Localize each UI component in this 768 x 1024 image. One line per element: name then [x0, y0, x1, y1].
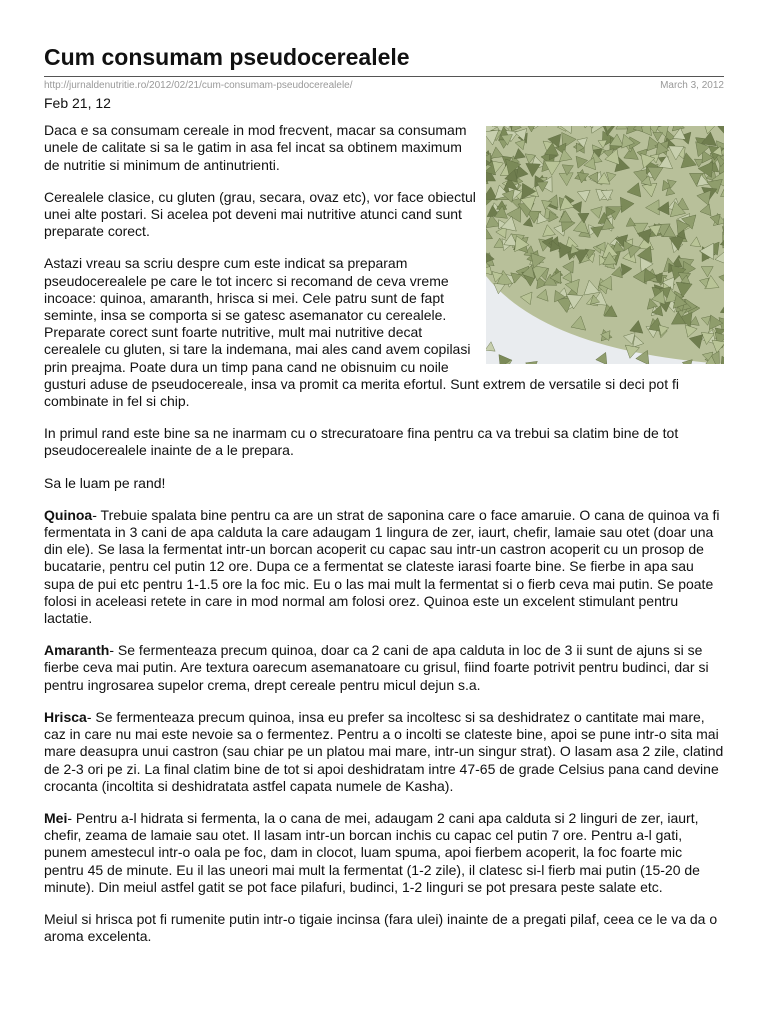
quinoa-text: - Trebuie spalata bine pentru ca are un strat de saponina care o face amaruie. O cana de quinoa va fi fermentata in 3 cani de apa calduta la care adaugam 1 lingura de zer, iaurt, chefir, lamaie sau otet (doar una din ele). Se lasa la fermentat intr-un borcan acoperit cu capac sau intr-un castron acoperit cu un prosop de bucatarie, pentru cel putin 12 ore. Dupa ce a fermentat se clateste iarasi foarte bine. Se fierbe in apa sau supa de pui etc pentru 1-1.5 ore la foc mic. Eu o las mai mult la fermentat si o fierb ceva mai putin. Se poate folosi in aceleasi retete in care in mod normal am folosi orez. Quinoa este un excelent stimulant pentru lactatie.: [44, 506, 720, 627]
hrisca-text: - Se fermenteaza precum quinoa, insa eu prefer sa incoltesc si sa deshidratez o cantitate mai mare, caz in care nu mai este nevoie sa o fermentez. Pentru a o incolti se clateste bine, apoi se pune intr-o sita mai mare deasupra unui castron (sau chiar pe un platou mai mare, intr-un singur strat). O lasam asa 2 zile, clatind de 2-3 ori pe zi. La final clatim bine de tot si apoi deshidratam intre 47-65 de grade Celsius pana cand devine crocanta (incoltita si deshidratata astfel capata numele de Kasha).: [44, 708, 724, 794]
mei-text: - Pentru a-l hidrata si fermenta, la o cana de mei, adaugam 2 cani apa calduta si 2 linguri de zer, iaurt, chefir, zeama de lamaie sau otet. Il lasam intr-un borcan inchis cu capac cel putin 7 ore. Pentru a-l gati, punem amestecul intr-o oala pe foc, dam in clocot, luam spuma, apoi fierbem acoperit, la foc foarte mic pentru 45 de minute. Eu il las uneori mai mult la fermentat (1-2 zile), il clatesc si-l fierb mai putin (15-20 de minute). Din meiul astfel gatit se pot face pilafuri, budinci, 1-2 linguri se pot presara peste salate etc.: [44, 809, 700, 895]
paragraph-toasting: Meiul si hrisca pot fi rumenite putin intr-o tigaie incinsa (fara ulei) inainte de a pregati pilaf, ceea ce le va da o aroma excelenta.: [44, 910, 718, 945]
paragraph-mei: [44, 810, 724, 896]
paragraph-one-by-one: Sa le luam pe rand!: [44, 474, 166, 491]
mei-label: Mei: [44, 809, 68, 826]
paragraph-quinoa: [44, 507, 724, 627]
amaranth-text: - Se fermenteaza precum quinoa, doar ca 2 cani de apa calduta in loc de 3 ii sunt de ajuns si se fierbe ceva mai putin. Are textura oarecum asemanatoare cu grisul, fiind foarte potrivit pentru budinci, dar si pentru ingrosarea supelor crema, drept cereale pentru micul dejun s.a.: [44, 642, 709, 693]
meta-bar: [44, 80, 724, 92]
page-title: Cum consumam pseudocerealele: [44, 44, 410, 70]
amaranth-label: Amaranth: [44, 642, 110, 659]
print-date: March 3, 2012: [660, 80, 724, 91]
paragraph-classic-cereals: Cerealele clasice, cu gluten (grau, secara, ovaz etc), vor face obiectul unei alte postari. Si acelea pot deveni mai nutritive atunci cand sunt preparate corect.: [44, 188, 476, 240]
post-date: Feb 21, 12: [44, 95, 111, 111]
paragraph-strainer: In primul rand este bine sa ne inarmam cu o strecuratoare fina pentru ca va trebui sa clatim bine de tot pseudocerealele inainte de a le prepara.: [44, 425, 679, 459]
source-url[interactable]: http://jurnaldenutritie.ro/2012/02/21/cum-consumam-pseudocerealele/: [44, 80, 353, 91]
paragraph-pseudocereals: Astazi vreau sa scriu despre cum este indicat sa preparam pseudocerealele pe care le tot incerc si recomand de ceva vreme incoace: quinoa, amaranth, hrisca si mei. Cele patru sunt de fapt seminte, insa se comporta si se gatesc asemanator cu cerealele. Preparate corect sunt foarte nutritive, mult mai nutritive decat cerealele cu gluten, si tare la indemana, mai ales cand avem copilasi prin preajma. Poate dura un timp pana cand ne obisnuim cu noile gusturi aduse de pseudocereale, insa va promit ca merita efortul. Sunt extrem de versatile si deci pot fi combinate in fel si chip.: [44, 255, 679, 410]
paragraph-amaranth: [44, 642, 724, 694]
paragraph-hrisca: [44, 709, 724, 795]
buckwheat-photo: [486, 126, 724, 364]
article-body: [44, 95, 724, 960]
hrisca-label: Hrisca: [44, 708, 87, 725]
quinoa-label: Quinoa: [44, 506, 93, 523]
buckwheat-photo-icon: [486, 126, 724, 364]
paragraph-intro: Daca e sa consumam cereale in mod frecvent, macar sa consumam unele de calitate si sa le gatim in asa fel incat sa obtinem maximum de nutritie si minimum de antinutrienti.: [44, 122, 467, 173]
title-divider: [44, 76, 724, 77]
